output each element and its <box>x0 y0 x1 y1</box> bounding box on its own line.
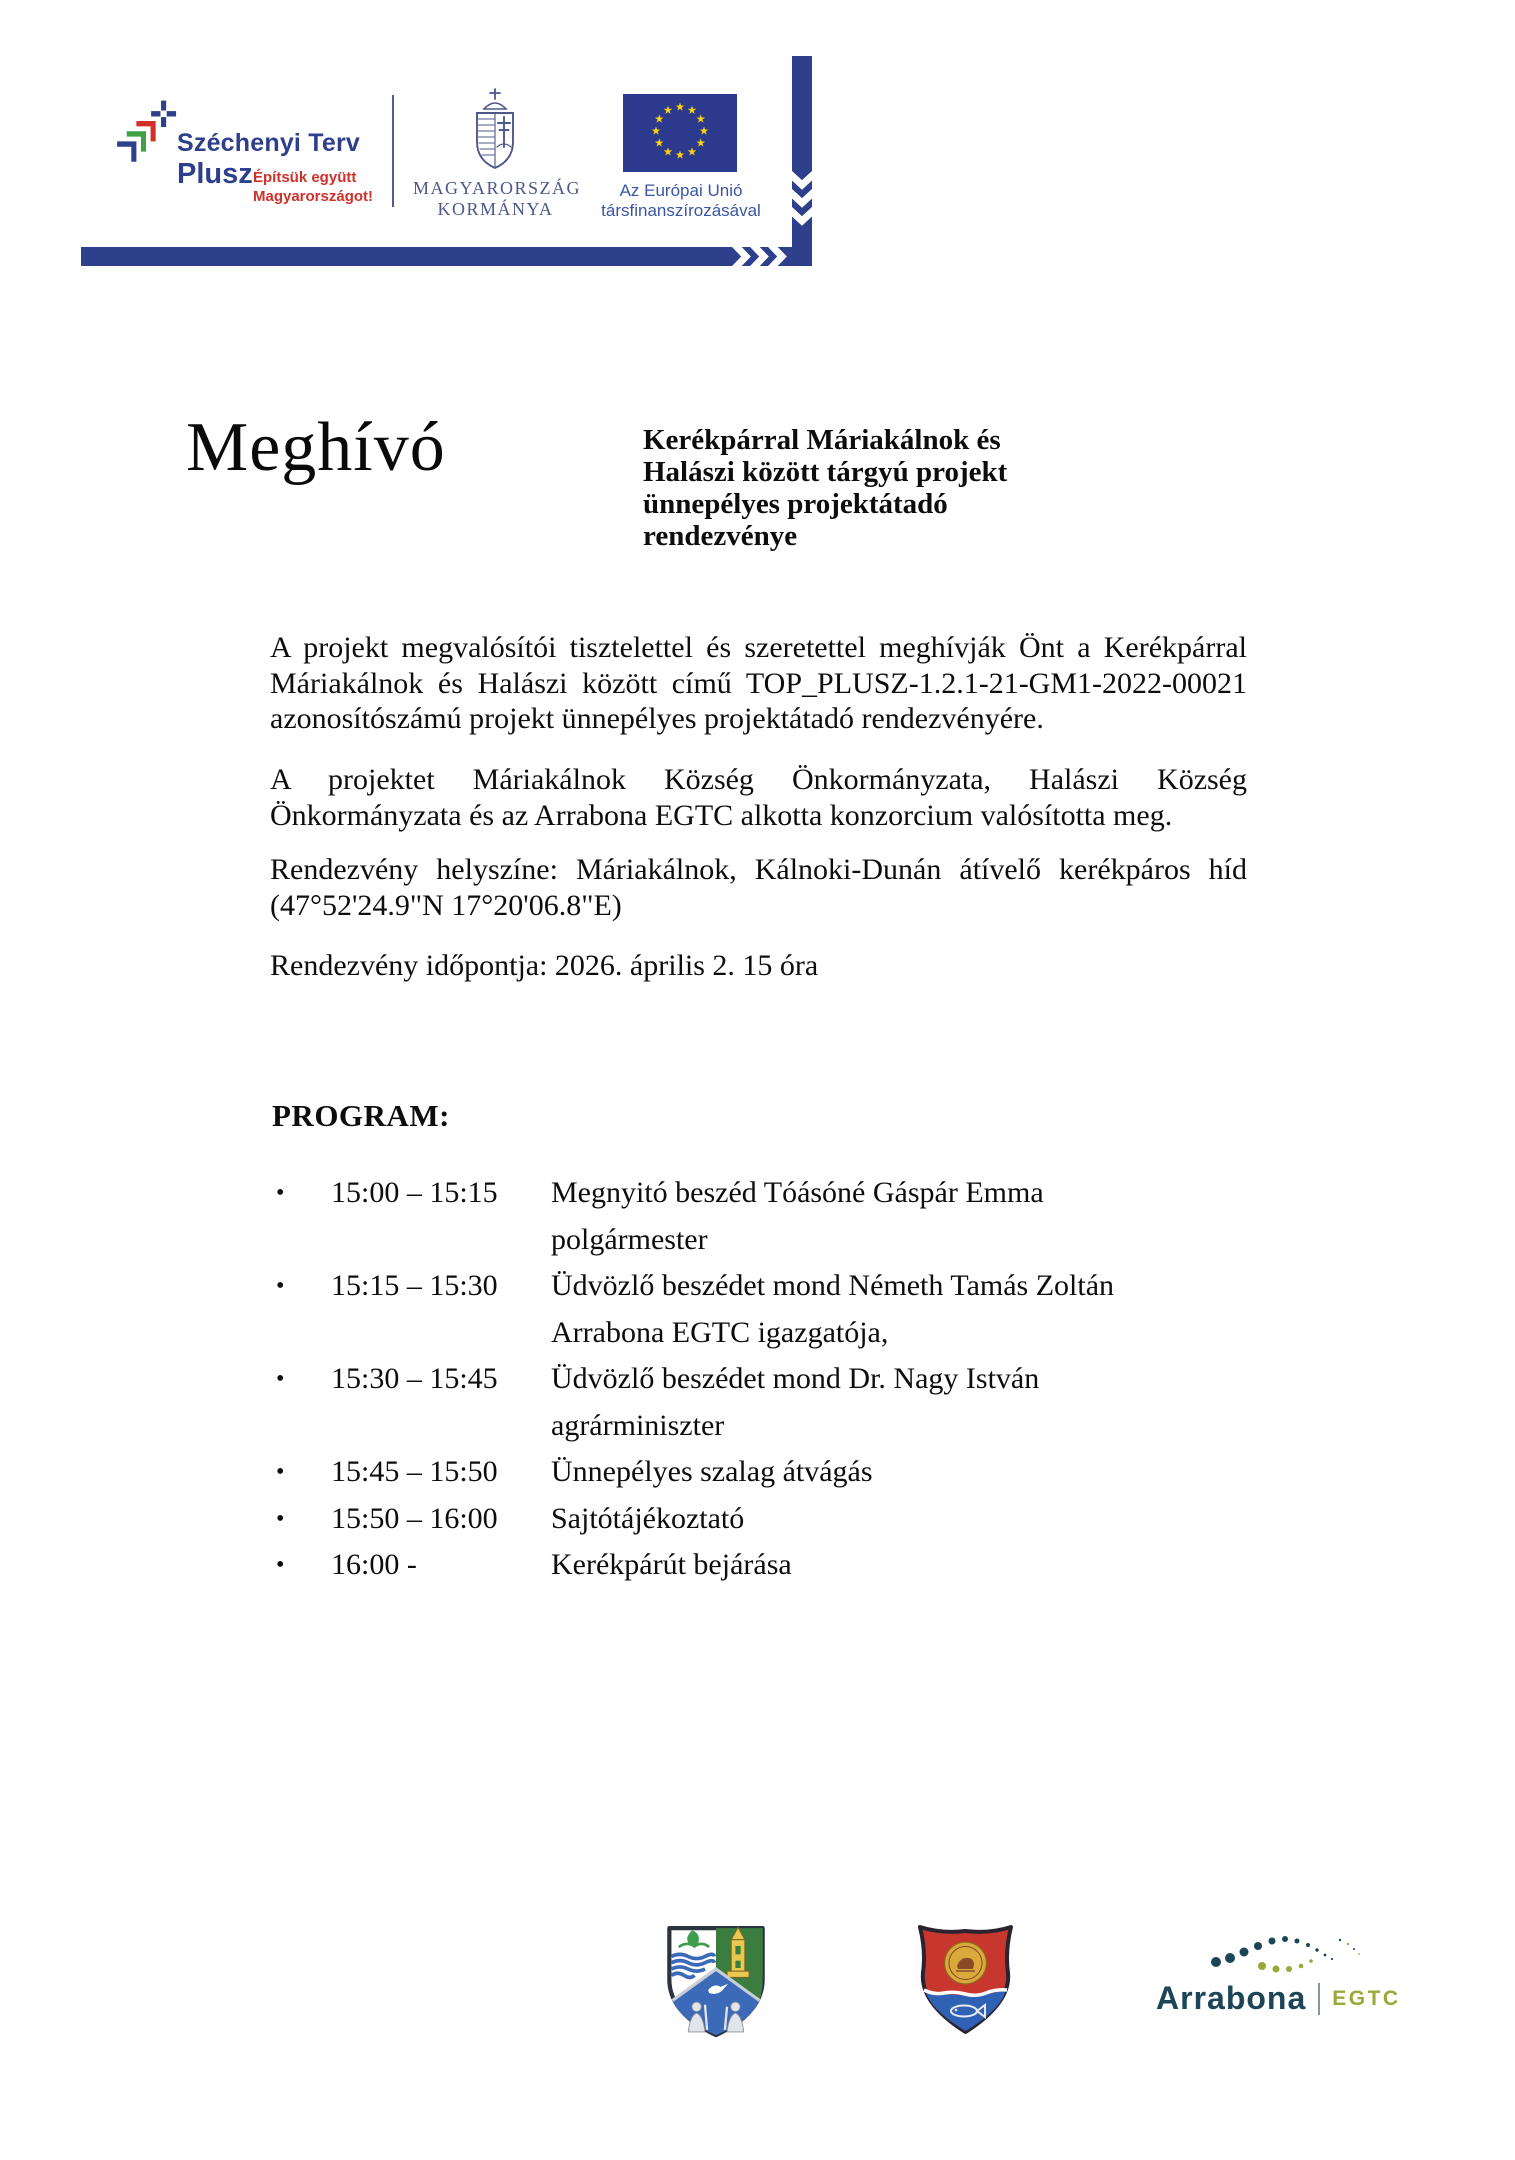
subtitle-line: Halászi között tárgyú projekt <box>643 456 1008 488</box>
bullet-icon: • <box>276 1273 285 1299</box>
program-item <box>270 1449 1270 1496</box>
program-heading: PROGRAM: <box>272 1098 450 1133</box>
bullet-icon: • <box>276 1505 285 1532</box>
program-desc-line1: Kerékpárút bejárása <box>551 1548 792 1581</box>
eu-cofunding-line1: Az Európai Unió <box>619 181 743 200</box>
program-desc-line1: Ünnepélyes szalag átvágás <box>551 1455 873 1488</box>
szechenyi-logo-plusz: Plusz <box>177 158 253 190</box>
invitation-paragraph: A projekt megvalósítói tisztelettel és szeretettel meghívják Önt a Kerékpárral Máriakálnok és Halászi között című TOP_PLUSZ-1.2.1-21-GM1-2022-00021 azonosítószámú projekt ünnepélyes projektátadó rendezvényére. <box>270 631 1247 735</box>
arrabona-dots-icon <box>1178 1928 1378 1976</box>
szechenyi-tagline-line2: Magyarországot! <box>253 188 374 205</box>
program-description <box>551 1496 1270 1543</box>
program-time: 15:30 – 15:45 <box>331 1362 498 1395</box>
program-description <box>551 1356 1270 1449</box>
arrabona-egtc-logo <box>1148 1928 1418 2017</box>
venue-paragraph: Rendezvény helyszíne: Máriakálnok, Kálnoki-Dunán átívelő kerékpáros híd (47°52'24.9"N 17°20'06.8"E) <box>270 853 1247 922</box>
program-item <box>270 1356 1270 1449</box>
program-item <box>270 1170 1270 1263</box>
mariakalnok-coat-of-arms-icon <box>662 1918 770 2040</box>
program-description <box>551 1542 1270 1589</box>
program-desc-line1: Megnyitó beszéd Tóásóné Gáspár Emma <box>551 1176 1044 1209</box>
program-description <box>551 1170 1270 1263</box>
halaszi-coat-of-arms-icon <box>912 1921 1019 2038</box>
program-desc-line2: agrárminiszter <box>551 1408 725 1442</box>
blue-arrow-frame-decoration <box>75 48 817 273</box>
program-item <box>270 1263 1270 1356</box>
government-logo-line1: MAGYARORSZÁG <box>413 178 582 198</box>
subtitle-line: rendezvénye <box>643 520 798 552</box>
program-time: 15:45 – 15:50 <box>331 1455 498 1488</box>
consortium-paragraph: A projektet Máriakálnok Község Önkormányzata, Halászi Község Önkormányzata és az Arrabona EGTC alkotta konzorcium valósította meg. <box>270 763 1247 832</box>
bullet-icon: • <box>276 1552 285 1578</box>
bullet-icon: • <box>276 1180 285 1206</box>
subtitle-line: ünnepélyes projektátadó <box>643 488 948 520</box>
program-item <box>270 1496 1270 1543</box>
bullet-icon: • <box>276 1459 285 1485</box>
arrabona-name: Arrabona <box>1156 1980 1307 2016</box>
program-time: 15:15 – 15:30 <box>331 1269 498 1302</box>
program-desc-line2: Arrabona EGTC igazgatója, <box>551 1315 889 1349</box>
szechenyi-logo-name: Széchenyi Terv <box>177 129 360 157</box>
arrabona-divider <box>1318 1983 1320 2015</box>
program-time: 15:00 – 15:15 <box>331 1176 498 1209</box>
project-subtitle <box>643 424 1028 552</box>
date-paragraph: Rendezvény időpontja: 2026. április 2. 15 óra <box>270 949 819 982</box>
program-time: 16:00 - <box>331 1548 417 1581</box>
program-list <box>270 1170 1270 1589</box>
subtitle-line: Kerékpárral Máriakálnok és <box>643 424 1001 456</box>
program-desc-line2: polgármester <box>551 1222 708 1256</box>
government-logo-line2: KORMÁNYA <box>437 199 554 219</box>
program-desc-line1: Üdvözlő beszédet mond Dr. Nagy István <box>551 1362 1040 1395</box>
program-description <box>551 1449 1270 1496</box>
bullet-icon: • <box>276 1366 285 1392</box>
program-item <box>270 1542 1270 1589</box>
program-desc-line1: Sajtótájékoztató <box>551 1501 745 1535</box>
arrabona-egtc-suffix: EGTC <box>1332 1986 1401 2010</box>
program-time: 15:50 – 16:00 <box>331 1501 498 1535</box>
program-desc-line1: Üdvözlő beszédet mond Németh Tamás Zoltán <box>551 1269 1115 1302</box>
szechenyi-tagline-line1: Építsük együtt <box>253 169 357 186</box>
program-description <box>551 1263 1270 1356</box>
eu-cofunding-line2: társfinanszírozásával <box>601 201 761 220</box>
document-title: Meghívó <box>186 409 446 486</box>
